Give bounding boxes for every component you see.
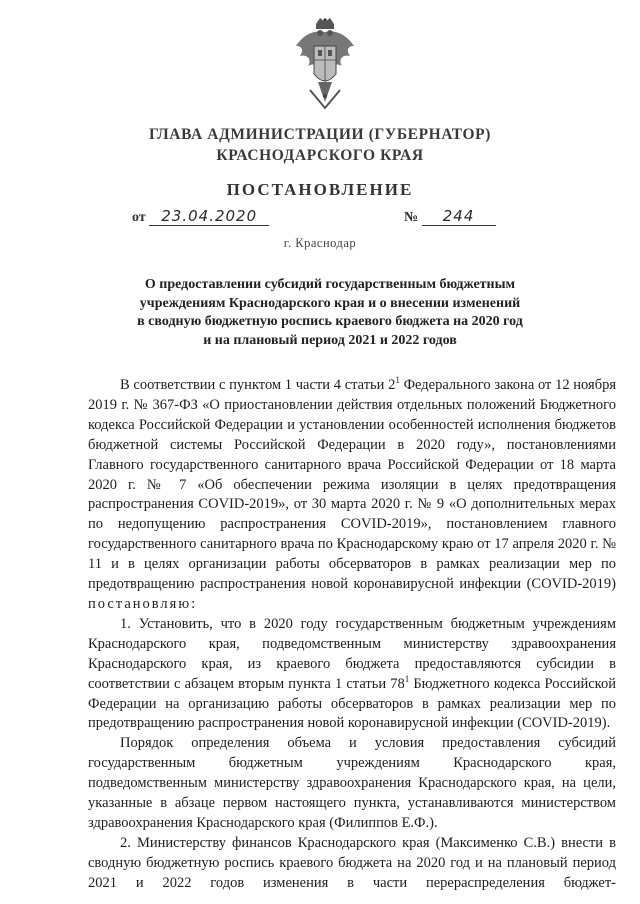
document-title xyxy=(130,276,530,350)
body-paragraph-item-2: 2. Министерству финансов Краснодарского края (Максименко С.В.) внести в сводную бюджетную роспись краевого бюджета на 2020 год и на плановый период 2021 и 2022 годов изменения в части перераспределения бюджет- xyxy=(88,834,616,891)
preamble-text: В соответствии с пунктом 1 части 4 статьи 2 xyxy=(120,377,396,393)
date-prefix: от xyxy=(132,210,146,225)
document-number xyxy=(404,207,496,226)
title-line: в сводную бюджетную роспись краевого бюджета на 2020 год xyxy=(137,314,523,329)
document-type-heading: ПОСТАНОВЛЕНИЕ xyxy=(226,180,414,199)
item-1-text-cont: Бюджетного кодекса Российской Федерации на организацию работы обсерваторов в рамках реализации мер по предотвращению распространения новой коронавирусной инфекции (COVID-2019). xyxy=(88,675,616,732)
body-paragraph-item-1 xyxy=(88,615,616,734)
item-1-text: 1. Установить, что в 2020 году государственным бюджетным учреждениям Краснодарского края, подведомственным министерству здравоохранения Краснодарского края, из краевого бюджета предоставляются субсидии в соответствии с абзацем вторым пункта 1 статьи 78 xyxy=(88,615,616,692)
city-of-issue: г. Краснодар xyxy=(283,236,357,250)
handwritten-date: 23.04.2020 xyxy=(149,207,269,226)
authority-name-line1: ГЛАВА АДМИНИСТРАЦИИ (ГУБЕРНАТОР) xyxy=(149,126,491,143)
title-line: О предоставлении субсидий государственным бюджетным xyxy=(144,277,516,292)
superscript: 1 xyxy=(404,673,410,684)
handwritten-number: 244 xyxy=(422,207,496,226)
coat-of-arms-emblem xyxy=(290,16,360,112)
decree-word: постановляю: xyxy=(88,595,198,612)
document-date xyxy=(132,207,269,226)
body-paragraph-preamble xyxy=(88,376,616,615)
authority-name-line2: КРАСНОДАРСКОГО КРАЯ xyxy=(216,147,424,164)
document-body xyxy=(88,376,616,894)
title-line: учреждениям Краснодарского края и о внесении изменений xyxy=(139,295,521,311)
preamble-text-cont: Федерального закона от 12 ноября 2019 г. № 367-ФЗ «О приостановлении действия отдельных положений Бюджетного кодекса Российской Федерации и установлении особенностей исполнения бюджетов бюджетной системы Российской Федерации в 2020 году», постановлениями Главного государственного санитарного врача Российской Федерации от 18 марта 2020 г. № 7 «Об обеспечении режима изоляции в целях предотвращения распространения COVID-2019», от 30 марта 2020 г. № 9 «О дополнительных мерах по недопущению распространения COVID-2019», постановлением главного государственного санитарного врача по Краснодарскому краю от 17 апреля 2020 г. № 11 и в целях организации работы обсерваторов в рамках реализации мер по предотвращению распространения новой коронавирусной инфекции (COVID-2019) xyxy=(88,377,616,593)
superscript: 1 xyxy=(395,375,400,386)
number-prefix: № xyxy=(404,210,419,225)
body-paragraph-procedure: Порядок определения объема и условия предоставления субсидий государственным бюджетным учреждениям Краснодарского края, подведомственным министерству здравоохранения Краснодарского края, на цели, указанные в абзаце первом настоящего пункта, устанавливаются министерством здравоохранения Краснодарского края (Филиппов Е.Ф.). xyxy=(88,735,616,831)
title-line: и на плановый период 2021 и 2022 годов xyxy=(203,332,457,348)
